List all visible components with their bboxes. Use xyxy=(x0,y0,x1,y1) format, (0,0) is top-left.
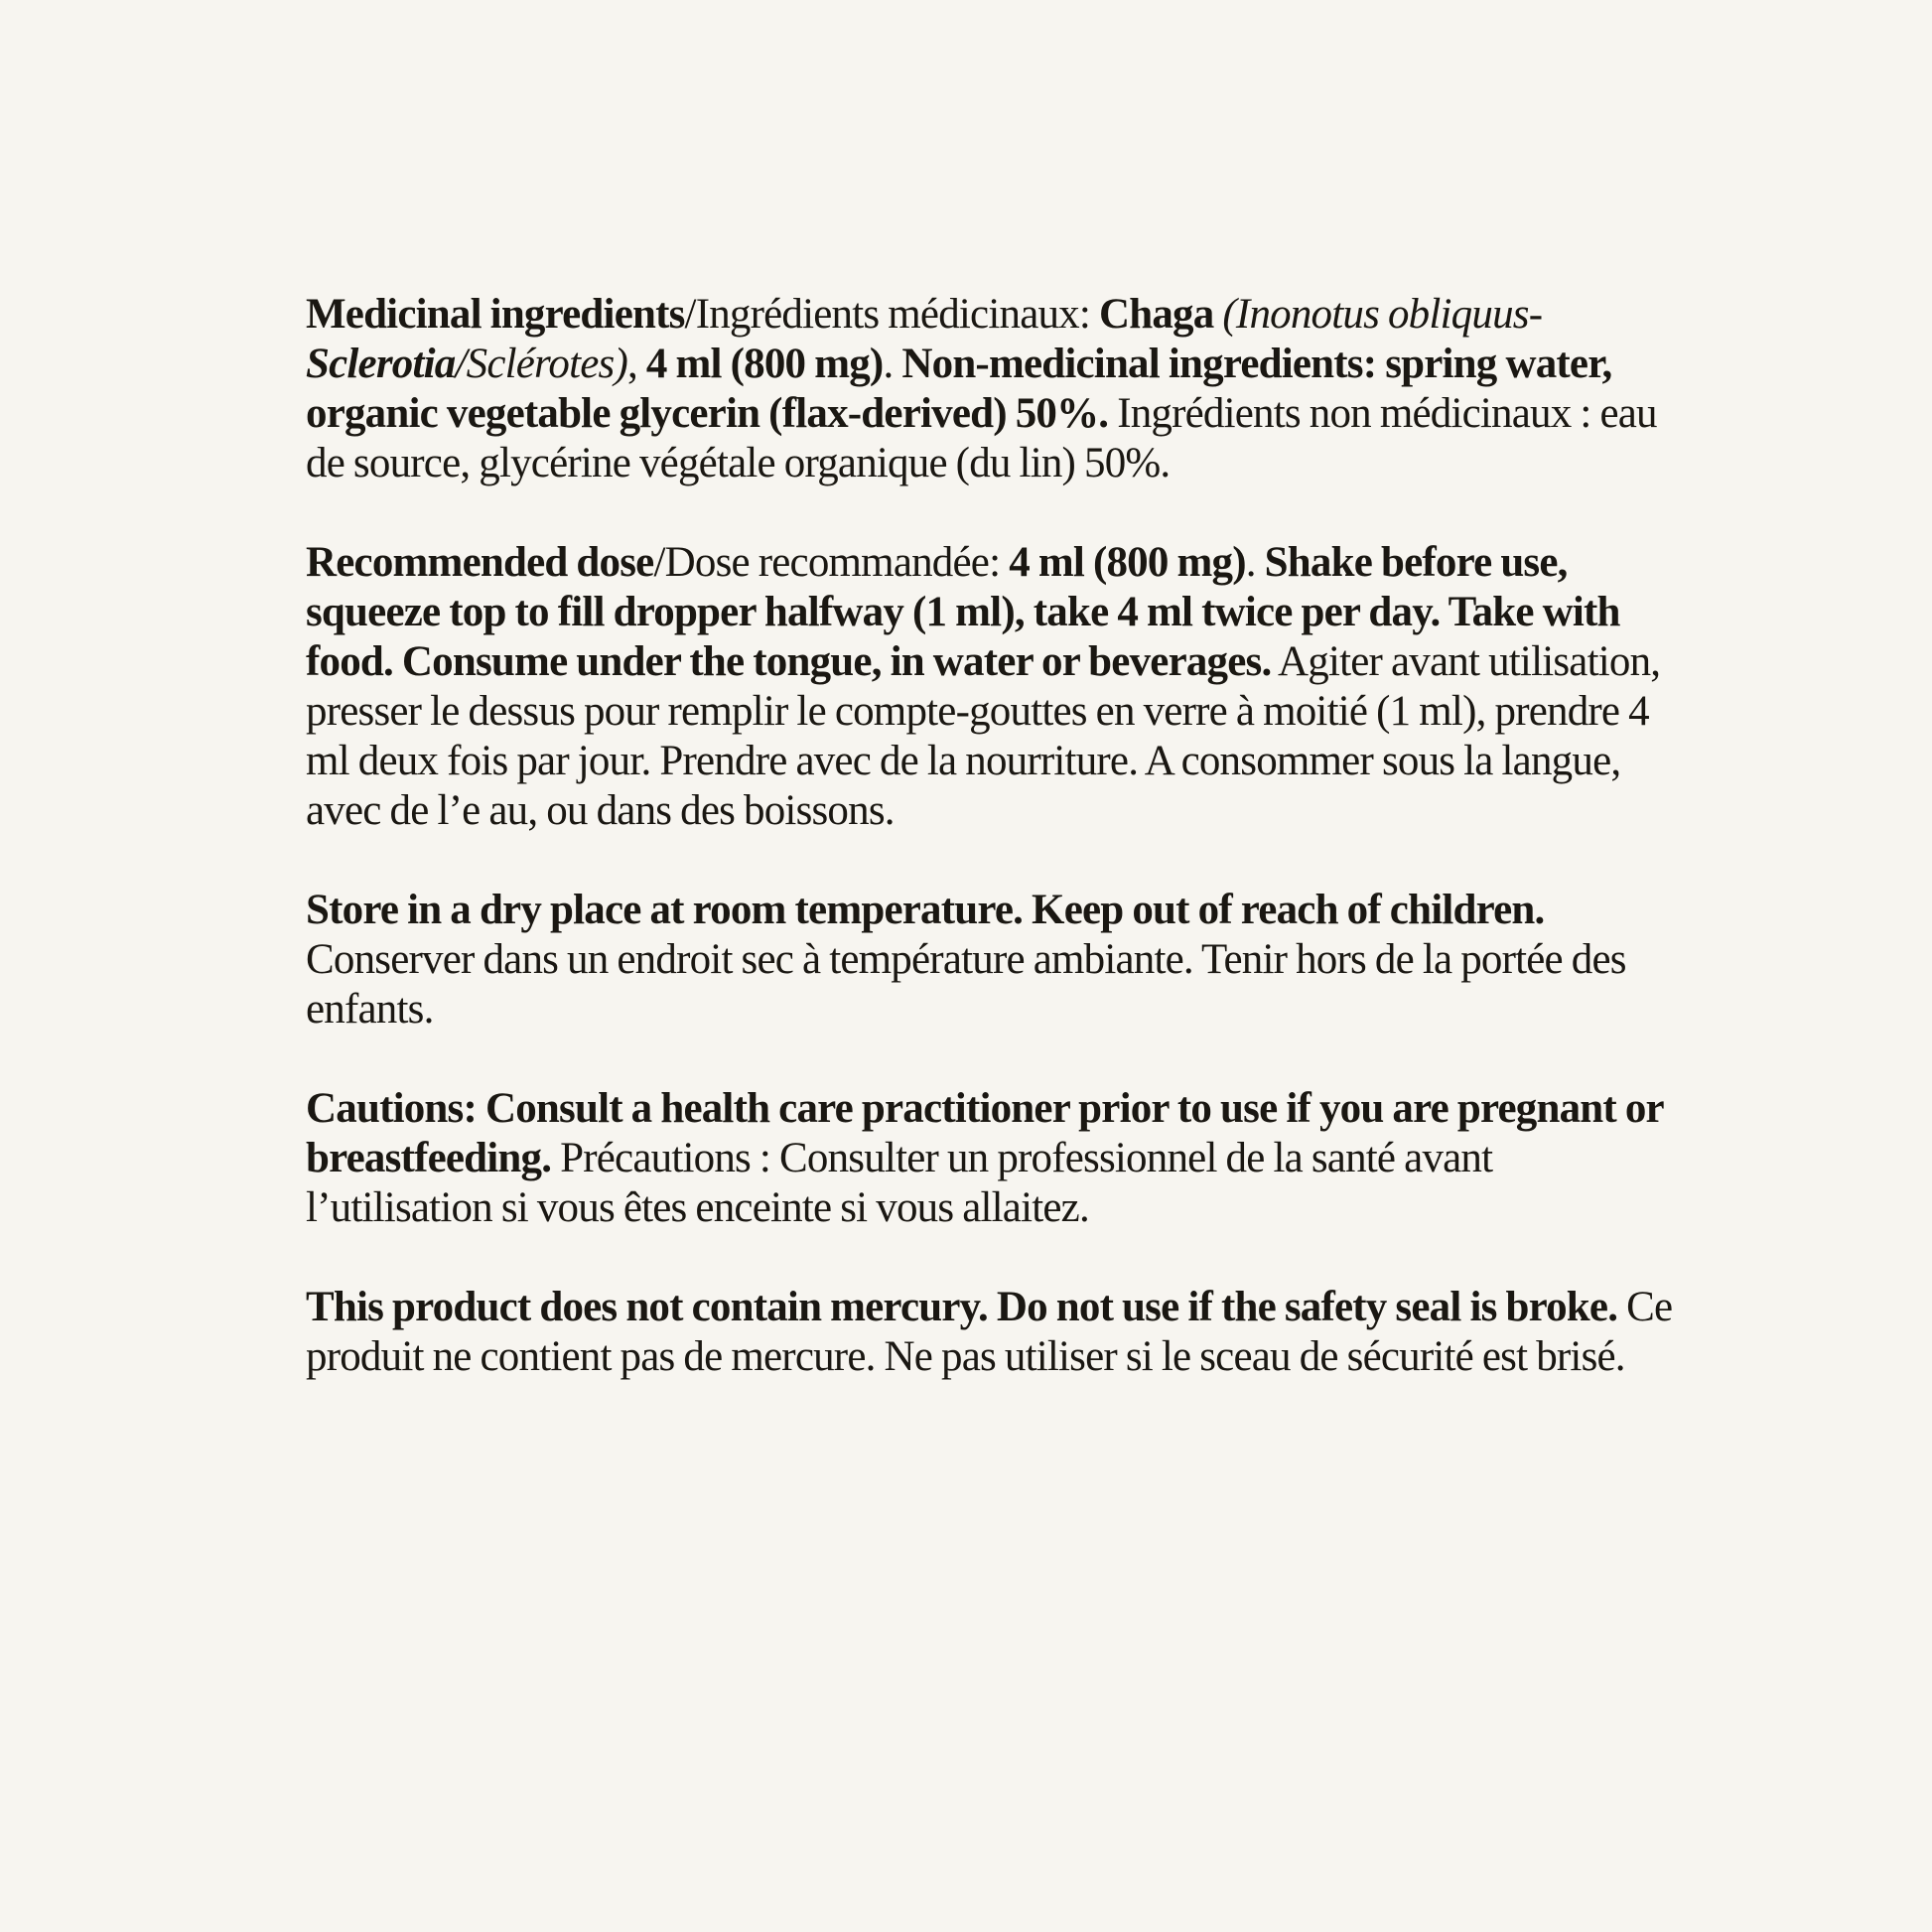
medicinal-ingredients-paragraph-segment-bold-italic: Sclerotia xyxy=(306,341,456,387)
storage-paragraph xyxy=(306,886,1681,1035)
recommended-dose-paragraph-segment-regular: Agiter avant utilisation, presser le dessus pour remplir le compte-gouttes en verre à moitié (1 ml), prendre 4 ml deux fois par jour. Prendre avec de la nourriture. A consommer sous la langue, avec de l’e au, ou dans des boissons. xyxy=(306,638,1661,834)
mercury-safety-seal-paragraph-segment-regular: Ce produit ne contient pas de mercure. Ne pas utiliser si le sceau de sécurité est brisé. xyxy=(306,1284,1673,1380)
recommended-dose-paragraph-segment-bold: Shake before use, squeeze top to fill dropper halfway (1 ml), take 4 ml twice per day. Take with food. Consume under the tongue, in water or beverages. xyxy=(306,539,1620,685)
medicinal-ingredients-paragraph-segment-bold: Chaga xyxy=(1098,291,1223,338)
recommended-dose-paragraph-segment-bold: Recommended dose xyxy=(306,539,654,586)
recommended-dose-paragraph-segment-regular: . xyxy=(1245,539,1265,586)
mercury-safety-seal-paragraph-segment-bold: This product does not contain mercury. Do not use if the safety seal is broke. xyxy=(306,1284,1618,1330)
recommended-dose-paragraph-segment-bold: 4 ml (800 mg) xyxy=(1009,539,1246,586)
mercury-safety-seal-paragraph xyxy=(306,1283,1681,1382)
medicinal-ingredients-paragraph-segment-bold: Non-medicinal ingredients: spring water, organic vegetable glycerin (flax-derived) 50%. xyxy=(306,341,1612,437)
medicinal-ingredients-paragraph-segment-regular: /Ingrédients médicinaux: xyxy=(684,291,1099,338)
storage-paragraph-segment-bold: Store in a dry place at room temperature. Keep out of reach of children. xyxy=(306,887,1545,933)
storage-paragraph-segment-regular: Conserver dans un endroit sec à température ambiante. Tenir hors de la portée des enfants. xyxy=(306,936,1626,1033)
medicinal-ingredients-paragraph-segment-regular: . xyxy=(883,341,902,387)
medicinal-ingredients-paragraph-segment-regular: , xyxy=(626,341,646,387)
medicinal-ingredients-paragraph-segment-bold: 4 ml (800 mg) xyxy=(645,341,884,387)
medicinal-ingredients-paragraph-segment-bold: Medicinal ingredients xyxy=(306,291,685,338)
recommended-dose-paragraph xyxy=(306,538,1681,836)
product-label-text-block xyxy=(306,290,1681,1382)
cautions-paragraph-segment-regular: Précautions : Consulter un professionnel de la santé avant l’utilisation si vous êtes enceinte si vous allaitez. xyxy=(306,1135,1493,1231)
medicinal-ingredients-paragraph xyxy=(306,290,1681,488)
paragraphs-container xyxy=(306,290,1681,1382)
cautions-paragraph-segment-bold: Cautions: Consult a health care practitioner prior to use if you are pregnant or breastfeeding. xyxy=(306,1085,1664,1181)
medicinal-ingredients-paragraph-segment-regular: Ingrédients non médicinaux : eau de source, glycérine végétale organique (du lin) 50%. xyxy=(306,390,1657,486)
cautions-paragraph xyxy=(306,1084,1681,1233)
medicinal-ingredients-paragraph-segment-italic: (Inonotus obliquus- xyxy=(1222,291,1543,338)
medicinal-ingredients-paragraph-segment-italic: /Sclérotes) xyxy=(455,341,627,387)
recommended-dose-paragraph-segment-regular: /Dose recommandée: xyxy=(653,539,1010,586)
